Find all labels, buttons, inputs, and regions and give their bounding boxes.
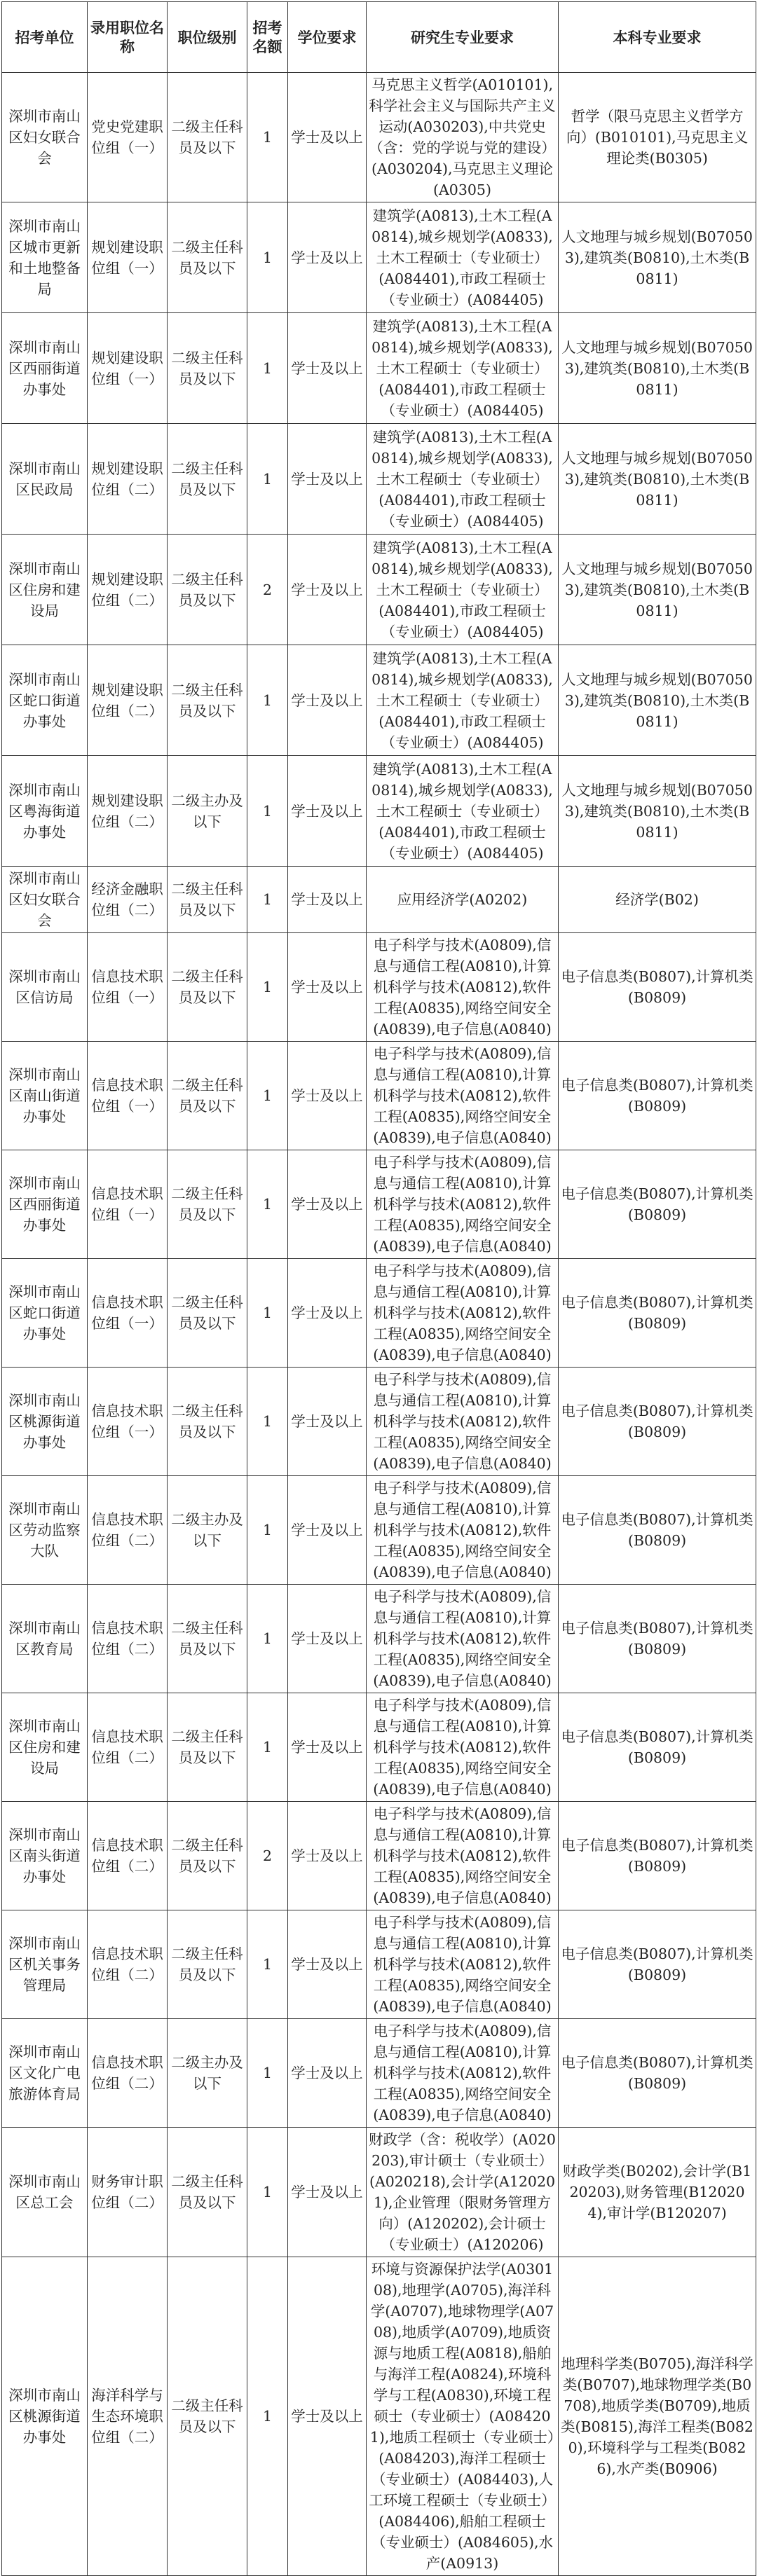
quota-cell: 1 (247, 867, 288, 933)
table-row (2, 2128, 756, 2257)
unit-cell: 深圳市南山区文化广电旅游体育局 (2, 2019, 88, 2128)
table-row (2, 2019, 756, 2128)
undergrad-major-cell: 电子信息类(B0807),计算机类(B0809) (559, 933, 756, 1042)
quota-cell: 1 (247, 2257, 288, 2576)
degree-cell: 学士及以上 (288, 1150, 367, 1259)
unit-cell: 深圳市南山区妇女联合会 (2, 867, 88, 933)
position-cell: 信息技术职位组（二） (88, 1693, 168, 1802)
postgrad-major-cell: 电子科学与技术(A0809),信息与通信工程(A0810),计算机科学与技术(A0812),软件工程(A0835),网络空间安全(A0839),电子信息(A0840) (367, 1042, 559, 1150)
degree-cell: 学士及以上 (288, 424, 367, 535)
table-row (2, 1693, 756, 1802)
level-cell: 二级主任科员及以下 (168, 1802, 247, 1910)
postgrad-major-cell: 电子科学与技术(A0809),信息与通信工程(A0810),计算机科学与技术(A0812),软件工程(A0835),网络空间安全(A0839),电子信息(A0840) (367, 1150, 559, 1259)
degree-cell: 学士及以上 (288, 2257, 367, 2576)
undergrad-major-cell: 电子信息类(B0807),计算机类(B0809) (559, 1150, 756, 1259)
postgrad-major-cell: 建筑学(A0813),土木工程(A0814),城乡规划学(A0833),土木工程硕士（专业硕士）(A084401),市政工程硕士（专业硕士）(A084405) (367, 313, 559, 424)
position-cell: 党史党建职位组（一） (88, 73, 168, 202)
position-cell: 规划建设职位组（二） (88, 645, 168, 756)
degree-cell: 学士及以上 (288, 1259, 367, 1368)
undergrad-major-cell: 电子信息类(B0807),计算机类(B0809) (559, 1693, 756, 1802)
quota-cell: 1 (247, 1910, 288, 2019)
table-row (2, 1802, 756, 1910)
header-cell: 研究生专业要求 (367, 2, 559, 73)
position-cell: 海洋科学与生态环境职位组（二） (88, 2257, 168, 2576)
header-cell: 录用职位名称 (88, 2, 168, 73)
table-row (2, 535, 756, 645)
postgrad-major-cell: 建筑学(A0813),土木工程(A0814),城乡规划学(A0833),土木工程硕士（专业硕士）(A084401),市政工程硕士（专业硕士）(A084405) (367, 424, 559, 535)
postgrad-major-cell: 电子科学与技术(A0809),信息与通信工程(A0810),计算机科学与技术(A0812),软件工程(A0835),网络空间安全(A0839),电子信息(A0840) (367, 1910, 559, 2019)
quota-cell: 1 (247, 73, 288, 202)
undergrad-major-cell: 经济学(B02) (559, 867, 756, 933)
postgrad-major-cell: 环境与资源保护法学(A030108),地理学(A0705),海洋科学(A0707),地球物理学(A0708),地质学(A0709),地质资源与地质工程(A0818),船舶与海洋工程(A0824),环境科学与工程(A0830),环境工程硕士（专业硕士）(A084201),地质工程硕士（专业硕士）(A084203),海洋工程硕士（专业硕士）(A084403),人工环境工程硕士（专业硕士）(A084406),船舶工程硕士（专业硕士）(A084605),水产(A0913) (367, 2257, 559, 2576)
table-row (2, 1150, 756, 1259)
level-cell: 二级主任科员及以下 (168, 1910, 247, 2019)
table-row (2, 1042, 756, 1150)
header-cell: 职位级别 (168, 2, 247, 73)
undergrad-major-cell: 人文地理与城乡规划(B070503),建筑类(B0810),土木类(B0811) (559, 313, 756, 424)
position-cell: 规划建设职位组（二） (88, 535, 168, 645)
undergrad-major-cell: 电子信息类(B0807),计算机类(B0809) (559, 1368, 756, 1476)
postgrad-major-cell: 马克思主义哲学(A010101),科学社会主义与国际共产主义运动(A030203),中共党史（含：党的学说与党的建设）(A030204),马克思主义理论(A0305) (367, 73, 559, 202)
quota-cell: 1 (247, 2019, 288, 2128)
unit-cell: 深圳市南山区民政局 (2, 424, 88, 535)
undergrad-major-cell: 电子信息类(B0807),计算机类(B0809) (559, 1910, 756, 2019)
level-cell: 二级主任科员及以下 (168, 313, 247, 424)
quota-cell: 1 (247, 1368, 288, 1476)
quota-cell: 1 (247, 313, 288, 424)
level-cell: 二级主任科员及以下 (168, 645, 247, 756)
undergrad-major-cell: 电子信息类(B0807),计算机类(B0809) (559, 2019, 756, 2128)
table-body (2, 73, 756, 2576)
undergrad-major-cell: 电子信息类(B0807),计算机类(B0809) (559, 1259, 756, 1368)
undergrad-major-cell: 地理科学类(B0705),海洋科学类(B0707),地球物理学类(B0708),地质学类(B0709),地质类(B0815),海洋工程类(B0820),环境科学与工程类(B0826),水产类(B0906) (559, 2257, 756, 2576)
undergrad-major-cell: 人文地理与城乡规划(B070503),建筑类(B0810),土木类(B0811) (559, 645, 756, 756)
level-cell: 二级主办及以下 (168, 1476, 247, 1585)
header-cell: 招考名额 (247, 2, 288, 73)
undergrad-major-cell: 人文地理与城乡规划(B070503),建筑类(B0810),土木类(B0811) (559, 202, 756, 313)
degree-cell: 学士及以上 (288, 867, 367, 933)
unit-cell: 深圳市南山区南山街道办事处 (2, 1042, 88, 1150)
level-cell: 二级主任科员及以下 (168, 867, 247, 933)
degree-cell: 学士及以上 (288, 1910, 367, 2019)
degree-cell: 学士及以上 (288, 933, 367, 1042)
position-cell: 规划建设职位组（二） (88, 424, 168, 535)
degree-cell: 学士及以上 (288, 1585, 367, 1693)
undergrad-major-cell: 电子信息类(B0807),计算机类(B0809) (559, 1476, 756, 1585)
table-row (2, 756, 756, 867)
position-cell: 信息技术职位组（一） (88, 1259, 168, 1368)
postgrad-major-cell: 建筑学(A0813),土木工程(A0814),城乡规划学(A0833),土木工程硕士（专业硕士）(A084401),市政工程硕士（专业硕士）(A084405) (367, 535, 559, 645)
level-cell: 二级主任科员及以下 (168, 1042, 247, 1150)
unit-cell: 深圳市南山区西丽街道办事处 (2, 313, 88, 424)
postgrad-major-cell: 电子科学与技术(A0809),信息与通信工程(A0810),计算机科学与技术(A0812),软件工程(A0835),网络空间安全(A0839),电子信息(A0840) (367, 1585, 559, 1693)
position-cell: 财务审计职位组（二） (88, 2128, 168, 2257)
table-row (2, 645, 756, 756)
level-cell: 二级主任科员及以下 (168, 1693, 247, 1802)
undergrad-major-cell: 电子信息类(B0807),计算机类(B0809) (559, 1585, 756, 1693)
quota-cell: 1 (247, 1042, 288, 1150)
unit-cell: 深圳市南山区住房和建设局 (2, 535, 88, 645)
degree-cell: 学士及以上 (288, 645, 367, 756)
quota-cell: 1 (247, 424, 288, 535)
quota-cell: 1 (247, 645, 288, 756)
degree-cell: 学士及以上 (288, 1042, 367, 1150)
level-cell: 二级主办及以下 (168, 756, 247, 867)
undergrad-major-cell: 哲学（限马克思主义哲学方向）(B010101),马克思主义理论类(B0305) (559, 73, 756, 202)
degree-cell: 学士及以上 (288, 2019, 367, 2128)
position-cell: 信息技术职位组（二） (88, 1476, 168, 1585)
unit-cell: 深圳市南山区住房和建设局 (2, 1693, 88, 1802)
postgrad-major-cell: 电子科学与技术(A0809),信息与通信工程(A0810),计算机科学与技术(A0812),软件工程(A0835),网络空间安全(A0839),电子信息(A0840) (367, 933, 559, 1042)
level-cell: 二级主任科员及以下 (168, 1368, 247, 1476)
unit-cell: 深圳市南山区蛇口街道办事处 (2, 645, 88, 756)
unit-cell: 深圳市南山区桃源街道办事处 (2, 2257, 88, 2576)
unit-cell: 深圳市南山区桃源街道办事处 (2, 1368, 88, 1476)
degree-cell: 学士及以上 (288, 202, 367, 313)
level-cell: 二级主任科员及以下 (168, 1150, 247, 1259)
quota-cell: 1 (247, 1259, 288, 1368)
postgrad-major-cell: 电子科学与技术(A0809),信息与通信工程(A0810),计算机科学与技术(A0812),软件工程(A0835),网络空间安全(A0839),电子信息(A0840) (367, 1693, 559, 1802)
level-cell: 二级主任科员及以下 (168, 424, 247, 535)
postgrad-major-cell: 财政学（含：税收学）(A020203),审计硕士（专业硕士）(A020218),会计学(A120201),企业管理（限财务管理方向）(A120202),会计硕士（专业硕士）(A120206) (367, 2128, 559, 2257)
undergrad-major-cell: 人文地理与城乡规划(B070503),建筑类(B0810),土木类(B0811) (559, 756, 756, 867)
quota-cell: 1 (247, 1693, 288, 1802)
level-cell: 二级主任科员及以下 (168, 1259, 247, 1368)
position-cell: 信息技术职位组（二） (88, 1802, 168, 1910)
quota-cell: 1 (247, 1476, 288, 1585)
undergrad-major-cell: 电子信息类(B0807),计算机类(B0809) (559, 1042, 756, 1150)
unit-cell: 深圳市南山区西丽街道办事处 (2, 1150, 88, 1259)
level-cell: 二级主办及以下 (168, 2019, 247, 2128)
undergrad-major-cell: 人文地理与城乡规划(B070503),建筑类(B0810),土木类(B0811) (559, 535, 756, 645)
table-row (2, 2257, 756, 2576)
position-cell: 信息技术职位组（一） (88, 1042, 168, 1150)
degree-cell: 学士及以上 (288, 535, 367, 645)
header-cell: 招考单位 (2, 2, 88, 73)
postgrad-major-cell: 建筑学(A0813),土木工程(A0814),城乡规划学(A0833),土木工程硕士（专业硕士）(A084401),市政工程硕士（专业硕士）(A084405) (367, 202, 559, 313)
position-cell: 信息技术职位组（二） (88, 1910, 168, 2019)
undergrad-major-cell: 财政学类(B0202),会计学(B120203),财务管理(B120204),审计学(B120207) (559, 2128, 756, 2257)
position-cell: 信息技术职位组（一） (88, 1368, 168, 1476)
level-cell: 二级主任科员及以下 (168, 202, 247, 313)
unit-cell: 深圳市南山区机关事务管理局 (2, 1910, 88, 2019)
undergrad-major-cell: 人文地理与城乡规划(B070503),建筑类(B0810),土木类(B0811) (559, 424, 756, 535)
position-cell: 信息技术职位组（二） (88, 1585, 168, 1693)
unit-cell: 深圳市南山区南头街道办事处 (2, 1802, 88, 1910)
degree-cell: 学士及以上 (288, 1476, 367, 1585)
table-row (2, 1910, 756, 2019)
level-cell: 二级主任科员及以下 (168, 73, 247, 202)
degree-cell: 学士及以上 (288, 1368, 367, 1476)
level-cell: 二级主任科员及以下 (168, 2128, 247, 2257)
table-row (2, 202, 756, 313)
level-cell: 二级主任科员及以下 (168, 2257, 247, 2576)
unit-cell: 深圳市南山区城市更新和土地整备局 (2, 202, 88, 313)
position-cell: 信息技术职位组（一） (88, 933, 168, 1042)
postgrad-major-cell: 电子科学与技术(A0809),信息与通信工程(A0810),计算机科学与技术(A0812),软件工程(A0835),网络空间安全(A0839),电子信息(A0840) (367, 2019, 559, 2128)
position-cell: 经济金融职位组（二） (88, 867, 168, 933)
quota-cell: 1 (247, 933, 288, 1042)
degree-cell: 学士及以上 (288, 313, 367, 424)
quota-cell: 1 (247, 756, 288, 867)
postgrad-major-cell: 建筑学(A0813),土木工程(A0814),城乡规划学(A0833),土木工程硕士（专业硕士）(A084401),市政工程硕士（专业硕士）(A084405) (367, 645, 559, 756)
table-row (2, 1585, 756, 1693)
table-row (2, 1368, 756, 1476)
degree-cell: 学士及以上 (288, 1802, 367, 1910)
table-row (2, 1259, 756, 1368)
degree-cell: 学士及以上 (288, 756, 367, 867)
position-cell: 规划建设职位组（一） (88, 202, 168, 313)
quota-cell: 2 (247, 535, 288, 645)
degree-cell: 学士及以上 (288, 1693, 367, 1802)
undergrad-major-cell: 电子信息类(B0807),计算机类(B0809) (559, 1802, 756, 1910)
unit-cell: 深圳市南山区信访局 (2, 933, 88, 1042)
position-cell: 信息技术职位组（一） (88, 1150, 168, 1259)
level-cell: 二级主任科员及以下 (168, 1585, 247, 1693)
unit-cell: 深圳市南山区粤海街道办事处 (2, 756, 88, 867)
position-cell: 规划建设职位组（二） (88, 756, 168, 867)
quota-cell: 1 (247, 1585, 288, 1693)
postgrad-major-cell: 电子科学与技术(A0809),信息与通信工程(A0810),计算机科学与技术(A0812),软件工程(A0835),网络空间安全(A0839),电子信息(A0840) (367, 1476, 559, 1585)
level-cell: 二级主任科员及以下 (168, 535, 247, 645)
postgrad-major-cell: 电子科学与技术(A0809),信息与通信工程(A0810),计算机科学与技术(A0812),软件工程(A0835),网络空间安全(A0839),电子信息(A0840) (367, 1368, 559, 1476)
degree-cell: 学士及以上 (288, 2128, 367, 2257)
postgrad-major-cell: 应用经济学(A0202) (367, 867, 559, 933)
table-row (2, 73, 756, 202)
postgrad-major-cell: 建筑学(A0813),土木工程(A0814),城乡规划学(A0833),土木工程硕士（专业硕士）(A084401),市政工程硕士（专业硕士）(A084405) (367, 756, 559, 867)
unit-cell: 深圳市南山区劳动监察大队 (2, 1476, 88, 1585)
header-cell: 本科专业要求 (559, 2, 756, 73)
postgrad-major-cell: 电子科学与技术(A0809),信息与通信工程(A0810),计算机科学与技术(A0812),软件工程(A0835),网络空间安全(A0839),电子信息(A0840) (367, 1259, 559, 1368)
unit-cell: 深圳市南山区蛇口街道办事处 (2, 1259, 88, 1368)
recruitment-table (1, 1, 756, 2576)
quota-cell: 1 (247, 1150, 288, 1259)
level-cell: 二级主任科员及以下 (168, 933, 247, 1042)
quota-cell: 2 (247, 1802, 288, 1910)
position-cell: 规划建设职位组（一） (88, 313, 168, 424)
table-row (2, 867, 756, 933)
table-row (2, 424, 756, 535)
table-row (2, 313, 756, 424)
degree-cell: 学士及以上 (288, 73, 367, 202)
unit-cell: 深圳市南山区教育局 (2, 1585, 88, 1693)
quota-cell: 1 (247, 2128, 288, 2257)
position-cell: 信息技术职位组（二） (88, 2019, 168, 2128)
postgrad-major-cell: 电子科学与技术(A0809),信息与通信工程(A0810),计算机科学与技术(A0812),软件工程(A0835),网络空间安全(A0839),电子信息(A0840) (367, 1802, 559, 1910)
unit-cell: 深圳市南山区妇女联合会 (2, 73, 88, 202)
table-row (2, 1476, 756, 1585)
table-row (2, 933, 756, 1042)
header-row (2, 2, 756, 73)
header-cell: 学位要求 (288, 2, 367, 73)
quota-cell: 1 (247, 202, 288, 313)
unit-cell: 深圳市南山区总工会 (2, 2128, 88, 2257)
